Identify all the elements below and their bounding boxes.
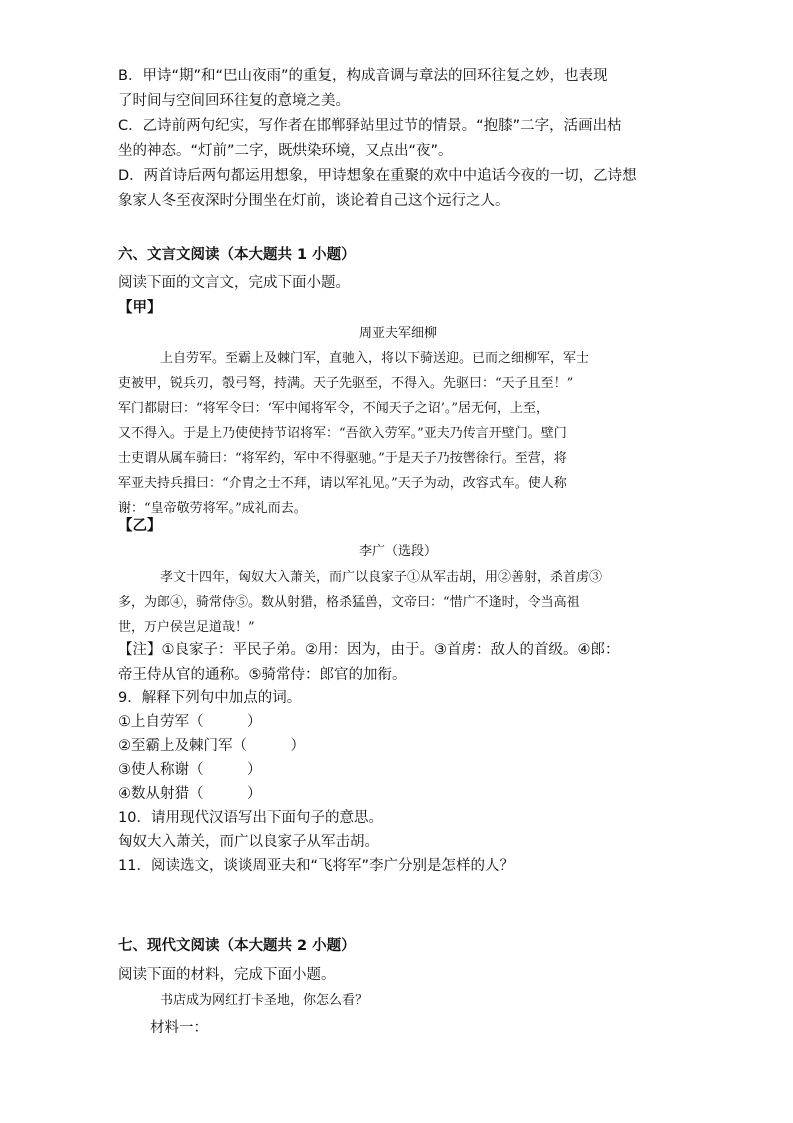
question-11: 11．阅读选文，谈谈周亚夫和“飞将军”李广分别是怎样的人？	[118, 858, 514, 874]
option-c-line2: 坐的神态。“灯前”二字，既烘染环境，又点出“夜”。	[118, 143, 453, 159]
option-d-line1: D．两首诗后两句都运用想象，甲诗想象在重聚的欢中中追话今夜的一切，乙诗想	[118, 168, 637, 184]
jia-text-line: 又不得入。于是上乃使使持节诏将军：“吾欲入劳军。”亚夫乃传言开壁门。壁门	[118, 426, 567, 441]
jia-text-line: 吏被甲，锐兵刃，彀弓弩，持满。天子先驱至，不得入。先驱曰：“天子且至！”	[118, 376, 574, 391]
q9-item: ②至霸上及棘门军（ ）	[118, 738, 305, 754]
q9-item: ③使人称谢（ ）	[118, 762, 262, 778]
jia-text-line: 上自劳军。至霸上及棘门军，直驰入，将以下骑送迎。已而之细柳军，军士	[160, 351, 590, 366]
option-d-line2: 象家人冬至夜深时分围坐在灯前，谈论着自己这个远行之人。	[118, 193, 510, 209]
section7-title: 书店成为网红打卡圣地，你怎么看？	[160, 993, 369, 1008]
jia-text-line: 士吏谓从属车骑曰：“将军约，军中不得驱驰。”于是天子乃按辔徐行。至营，将	[118, 451, 567, 466]
jia-label: 【甲】	[118, 300, 162, 316]
section7-heading: 七、现代文阅读（本大题共 2 小题）	[118, 938, 356, 954]
material-label: 材料一：	[150, 1020, 208, 1036]
q10-sentence: 匈奴大入萧关，而广以良家子从军击胡。	[118, 834, 379, 850]
section6-intro: 阅读下面的文言文，完成下面小题。	[118, 275, 350, 291]
option-b-line1: B．甲诗“期”和“巴山夜雨”的重复，构成音调与章法的回环往复之妙，也表现	[118, 68, 608, 84]
yi-text-line: 世，万户侯岂足道哉！”	[118, 620, 255, 635]
section7-intro: 阅读下面的材料，完成下面小题。	[118, 967, 336, 983]
q9-item: ①上自劳军（ ）	[118, 714, 262, 730]
q9-item: ④数从射猎（ ）	[118, 786, 262, 802]
jia-text-line: 军亚夫持兵揖曰：“介胄之士不拜，请以军礼见。”天子为动，改容式车。使人称	[118, 476, 567, 491]
option-b-line2: 了时间与空间回环往复的意境之美。	[118, 93, 350, 109]
section6-heading: 六、文言文阅读（本大题共 1 小题）	[118, 247, 356, 263]
yi-label: 【乙】	[118, 518, 162, 534]
jia-text-line: 军门都尉曰：“将军令曰：‘军中闻将军令，不闻天子之诏’。”居无何，上至，	[118, 401, 550, 416]
note-line2: 帝王侍从官的通称。⑤骑常侍：郎官的加衔。	[118, 667, 407, 683]
option-c-line1: C．乙诗前两句纪实，写作者在邯郸驿站里过节的情景。“抱膝”二字，活画出枯	[118, 118, 622, 134]
question-9: 9．解释下列句中加点的词。	[118, 690, 302, 706]
yi-title: 李广（选段）	[358, 544, 437, 559]
jia-text-line: 谢：“皇帝敬劳将军。”成礼而去。	[118, 501, 307, 516]
jia-title: 周亚夫军细柳	[358, 326, 437, 341]
yi-text-line: 多，为郎④，骑常侍⑤。数从射猎，格杀猛兽，文帝曰：“惜广不逢时，令当高祖	[118, 595, 580, 610]
note-line1: 【注】①良家子：平民子弟。②用：因为，由于。③首虏：敌人的首级。④郎：	[118, 642, 620, 658]
question-10: 10．请用现代汉语写出下面句子的意思。	[118, 810, 383, 826]
yi-text-line: 孝文十四年，匈奴大入萧关，而广以良家子①从军击胡，用②善射，杀首虏③	[160, 570, 603, 585]
